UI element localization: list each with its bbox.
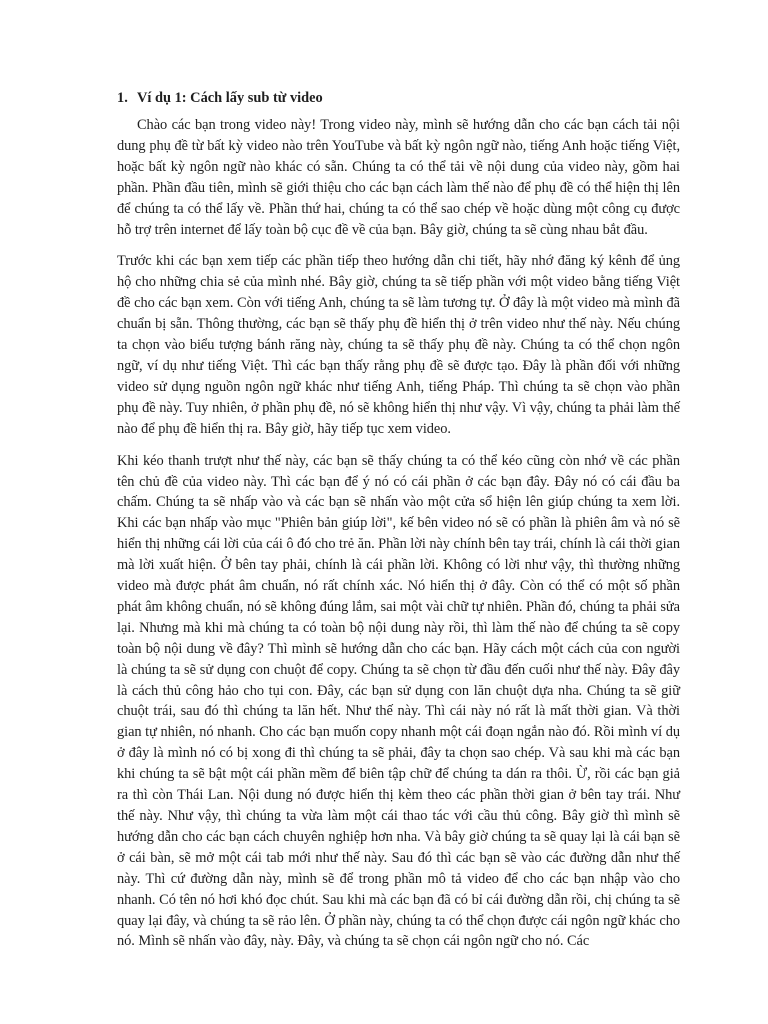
paragraph-subtitle-display: Trước khi các bạn xem tiếp các phần tiếp theo hướng dẫn chi tiết, hãy nhớ đăng ký kênh để ủng hộ cho những chia sẻ của mình nhé. Bây giờ, chúng ta sẽ tiếp phần với một video bằng tiếng Việt đề cho các bạn xem. Còn với tiếng Anh, chúng ta sẽ làm tương tự. Ở đây là một video mà mình đã chuẩn bị sẵn. Thông thường, các bạn sẽ thấy phụ đề hiển thị ở trên video như thế này. Nếu chúng ta chọn vào biểu tượng bánh răng này, chúng ta sẽ thấy phụ đề này. Chúng ta có thể chọn ngôn ngữ, ví dụ như tiếng Việt. Thì các bạn thấy rằng phụ đề sẽ được tạo. Đây là phần đối với những video sử dụng nguồn ngôn ngữ khác như tiếng Anh, tiếng Pháp. Thì chúng ta sẽ chọn vào phần phụ đề này. Tuy nhiên, ở phần phụ đề, nó sẽ không hiển thị như vậy. Vì vậy, chúng ta phải làm thế nào để phụ đề hiển thị ra. Bây giờ, hãy tiếp tục xem video.	[117, 253, 680, 437]
document-page	[117, 88, 680, 963]
heading-text: Ví dụ 1: Cách lấy sub từ video	[137, 90, 323, 106]
paragraph-intro: Chào các bạn trong video này! Trong video này, mình sẽ hướng dẫn cho các bạn cách tải nội dung phụ đề từ bất kỳ video nào trên YouTube và bất kỳ ngôn ngữ nào, tiếng Anh hoặc tiếng Việt, hoặc bất kỳ ngôn ngữ nào khác có sẵn. Chúng ta có thể tải về nội dung của video này, gồm hai phần. Phần đầu tiên, mình sẽ giới thiệu cho các bạn cách làm thế nào để phụ đề có thể hiện thị lên để chúng ta có thể lấy về. Phần thứ hai, chúng ta có thể sao chép về hoặc dùng một công cụ được hỗ trợ trên internet để lấy toàn bộ cục đề về của bạn. Bây giờ, chúng ta sẽ cùng nhau bắt đầu.	[117, 117, 680, 238]
section-heading	[117, 88, 680, 108]
paragraph-transcript-copy: Khi kéo thanh trượt như thế này, các bạn sẽ thấy chúng ta có thể kéo cũng còn nhớ về các phần tên chủ đề của video này. Thì các bạn để ý nó có cái phần ở các bạn đây. Đây nó có cái đầu ba chấm. Chúng ta sẽ nhấp vào và các bạn sẽ nhấn vào một cửa sổ hiện lên giúp chúng ta xem lời. Khi các bạn nhấp vào mục "Phiên bản giúp lời", kế bên video nó sẽ có phần là phiên âm và nó sẽ hiển thị những cái lời của cái ô đó cho trẻ ăn. Phần lời này chính bên tay trái, chính là cái thời gian mà lời xuất hiện. Ở bên tay phải, chính là cái phần lời. Không có lời như vậy, thì thường những video mà được phát âm chuẩn, nó rất chính xác. Nó hiển thị ở đây. Còn có thể có một số phần phát âm không chuẩn, nó sẽ không đúng lắm, sai một vài chữ tự nhiên. Phần đó, chúng ta phải sửa lại. Nhưng mà khi mà chúng ta có toàn bộ nội dung này rồi, thì làm thế nào để chúng ta sẽ copy toàn bộ nội dung về đây? Thì mình sẽ hướng dẫn cho các bạn. Hãy cách một cách của con người là chúng ta sẽ sử dụng con chuột để copy. Chúng ta sẽ chọn từ đầu đến cuối như thế này. Đây đây là cách thủ công hảo cho tụi con. Đây, các bạn sử dụng con lăn chuột dựa nha. Chúng ta sẽ giữ chuột trái, sau đó thì chúng ta lăn hết. Như thế này. Thì cái này nó rất là mất thời gian. Và thời gian tự nhiên, nó nhanh. Cho các bạn muốn copy nhanh một cái đoạn ngắn nào đó. Rồi mình ví dụ ở đây là mình nó có bị xong đi thì chúng ta sẽ phải, đây ta chọn sao chép. Và sau khi mà các bạn khi chúng ta sẽ bật một cái phần mềm để biên tập chữ để chúng ta dán ra thôi. Ừ, rồi các bạn giả ra thì còn Thái Lan. Nội dung nó được hiển thị kèm theo các phần thời gian ở bên tay trái. Như thế này. Như vậy, thì chúng ta vừa làm một cái thao tác với cầu thủ công. Bây giờ thì mình sẽ hướng dẫn cho các bạn cách chuyên nghiệp hơn nha. Và bây giờ chúng ta sẽ quay lại là cái bạn sẽ ở cái bàn, sẽ mở một cái tab mới như thế này. Sau đó thì các bạn sẽ vào các đường dẫn như thế này. Thì cứ đường dẫn này, mình sẽ để trong phần mô tả video để cho các bạn nhập vào cho nhanh. Có tên nó hơi khó đọc chút. Sau khi mà các bạn đã có bỉ cái đường dẫn rồi, chị chúng ta sẽ quay lại đây, và chúng ta sẽ rảo lên. Ở phần này, chúng ta có thể chọn được cái ngôn ngữ khác cho nó. Mình sẽ nhấn vào đây, này. Đây, và chúng ta sẽ chọn cái ngôn ngữ cho nó. Các	[117, 452, 680, 950]
heading-number: 1.	[117, 90, 128, 106]
